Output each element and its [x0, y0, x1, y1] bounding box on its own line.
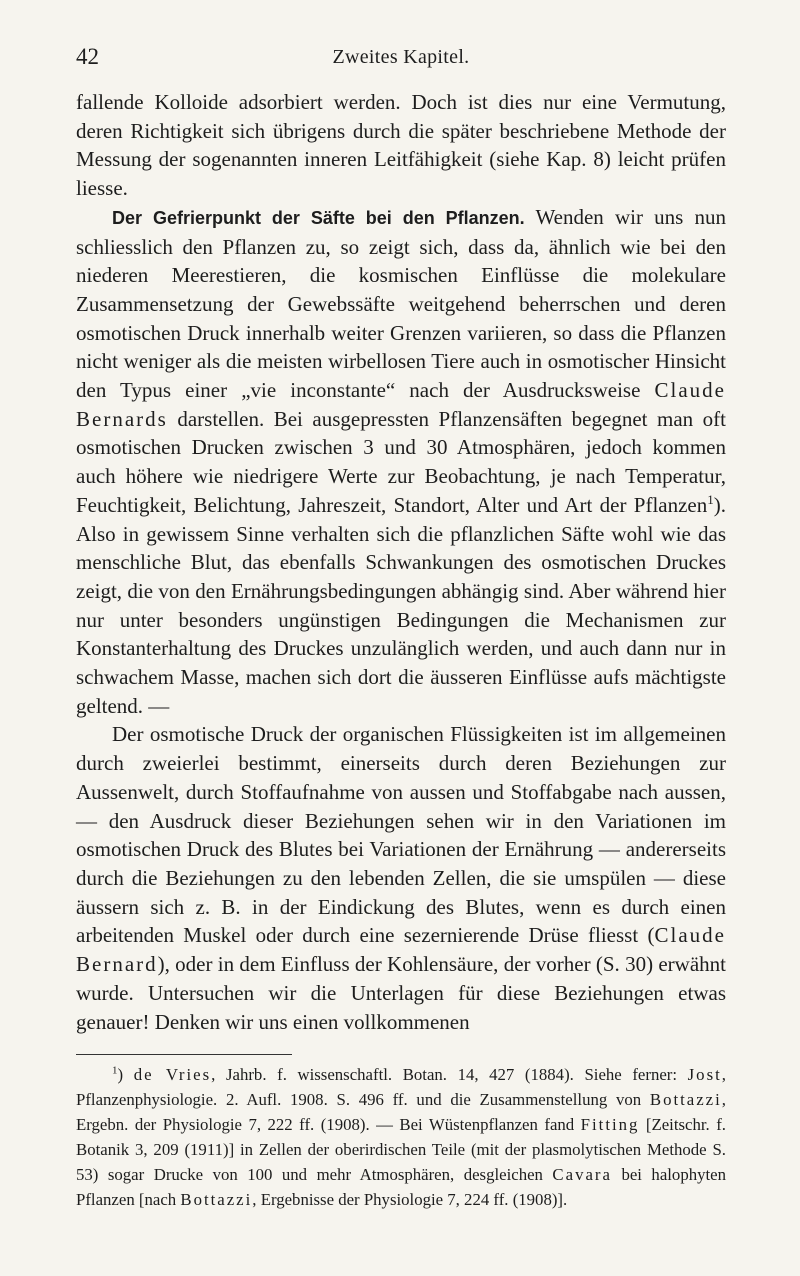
cited-author: Jost	[687, 1065, 722, 1084]
paragraph-2	[76, 203, 726, 721]
cited-author: Bottazzi	[180, 1190, 253, 1209]
paragraph-3-text-2: ), oder in dem Einfluss der Kohlensäure, der vorher (S. 30) erwähnt wurde. Untersuchen wir die Unterlagen für diese Beziehungen etwas genauer! Denken wir uns einen vollkommenen	[76, 952, 726, 1034]
footnote-text: )	[117, 1065, 134, 1084]
footnote-text: , Ergebn. der Physiologie 7, 222 ff. (1908). — Bei Wüstenpflanzen fand	[76, 1090, 726, 1134]
main-text	[76, 88, 726, 1036]
page-number: 42	[76, 44, 99, 69]
paragraph-2-text-2: darstellen. Bei ausgepressten Pflanzensäften begegnet man oft osmotischen Drucken zwischen 3 und 30 Atmosphären, jedoch kommen auch höhere wie niedrigere Werte zur Beobachtung, je nach Temperatur, Feuchtigkeit, Belichtung, Jahreszeit, Standort, Alter und Art der Pflanzen	[76, 406, 726, 517]
footnote-text: , Jahrb. f. wissenschaftl. Botan. 14, 427 (1884). Siehe ferner:	[211, 1065, 688, 1084]
footnote-text: , Ergebnisse der Physiologie 7, 224 ff. (1908)].	[252, 1190, 568, 1209]
paragraph-3	[76, 720, 726, 1036]
footnote-mark: 1	[112, 1064, 118, 1077]
footnote-text: [Zeitschr. f. Botanik 3, 209 (1911)] in Zellen der oberirdischen Teile (mit der plasmolytischen Methode S. 53) sogar Drucke von 100 und mehr Atmosphären, desgleichen	[76, 1115, 726, 1184]
author-name: Claude Bernards	[76, 378, 726, 431]
footnote-1	[76, 1062, 726, 1212]
paragraph-2-text-1: Wenden wir uns nun schliesslich den Pflanzen zu, so zeigt sich, dass da, ähnlich wie bei den niederen Meerestieren, die kosmischen Einflüsse die molekulare Zusammensetzung der Gewebssäfte weitgehend beherrschen und deren osmotischen Druck innerhalb weiter Grenzen variieren, so dass die Pflanzen nicht weniger als die meisten wirbellosen Tiere auch in osmotischer Hinsicht den Typus einer „vie inconstante“ nach der Ausdrucksweise	[76, 204, 726, 403]
paragraph-2-text-3: ). Also in gewissem Sinne verhalten sich die pflanzlichen Säfte wohl wie das menschliche Blut, das ebenfalls Schwankungen des osmotischen Druckes zeigt, die von den Ernährungsbedingungen abhängig sind. Aber während hier nur unter besonders ungünstigen Bedingungen die Mechanismen zur Konstanterhaltung des Druckes unzulänglich werden, und auch dann nur in schwachem Masse, machen sich dort die äusseren Einflüsse aufs mächtigste geltend. —	[76, 492, 726, 718]
cited-author: Bottazzi	[649, 1090, 722, 1109]
cited-author: Fitting	[580, 1115, 640, 1134]
author-name: Claude Bernard	[76, 923, 726, 977]
footnote-text: , Pflanzenphysiologie. 2. Aufl. 1908. S. 496 ff. und die Zusammenstellung von	[76, 1065, 726, 1109]
section-title: Der Gefrierpunkt der Säfte bei den Pflanzen.	[112, 207, 525, 228]
paragraph-1: fallende Kolloide adsorbiert werden. Doch ist dies nur eine Vermutung, deren Richtigkeit sich übrigens durch die später beschriebene Methode der Messung der sogenannten inneren Leitfähigkeit (siehe Kap. 8) leicht prüfen liesse.	[76, 90, 726, 201]
paragraph-3-text-1: Der osmotische Druck der organischen Flüssigkeiten ist im allgemeinen durch zweierlei bestimmt, einerseits durch deren Beziehungen zur Aussenwelt, durch Stoffaufnahme von aussen und Stoffabgabe nach aussen, — den Ausdruck dieser Beziehungen sehen wir in den Variationen im osmotischen Druck des Blutes bei Variationen der Ernährung — andererseits durch die Beziehungen zu den lebenden Zellen, die sie umspülen — diese äussern sich z. B. in der Eindickung des Blutes, wenn es durch einen arbeitenden Muskel oder durch eine sezernierende Drüse fliesst (	[76, 722, 726, 948]
running-title: Zweites Kapitel.	[332, 46, 470, 68]
cited-author: de Vries	[133, 1065, 212, 1084]
page-header	[76, 44, 726, 78]
footnote-text: bei halophyten Pflanzen [nach	[76, 1165, 727, 1209]
footnotes	[76, 1062, 726, 1212]
cited-author: Cavara	[552, 1165, 612, 1184]
footnote-divider	[76, 1054, 292, 1055]
footnote-reference[interactable]: 1	[707, 491, 714, 507]
